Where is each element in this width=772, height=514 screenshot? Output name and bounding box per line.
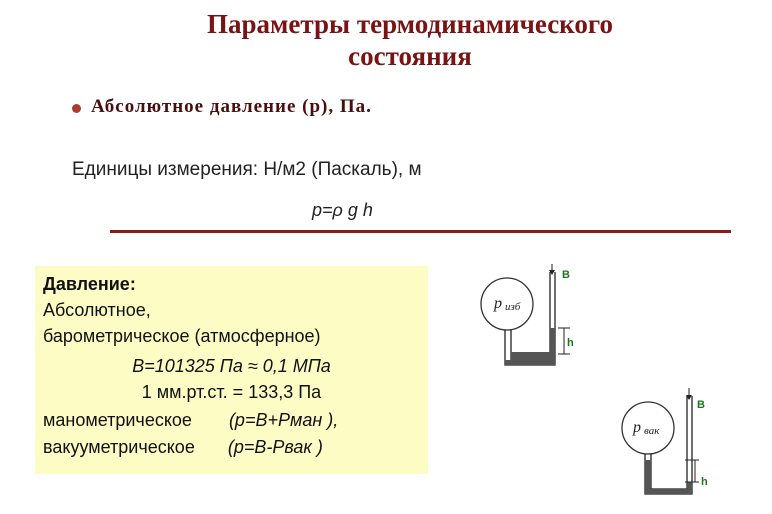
gauge-label: p	[494, 295, 502, 312]
liquid-left	[511, 352, 550, 360]
liquid-left	[645, 460, 651, 494]
gauge-label-sub: изб	[505, 301, 521, 313]
box-line-vacuum	[43, 437, 323, 458]
box-heading: Давление:	[43, 274, 136, 294]
page-title	[80, 8, 740, 72]
h-label: h	[567, 337, 574, 349]
box-line-manometric	[43, 410, 338, 431]
pressure-formula: p=ρ g h	[312, 200, 373, 220]
h-label: h	[701, 476, 708, 488]
liquid-bottom	[645, 489, 692, 494]
title-line-2: состояния	[348, 41, 472, 71]
box-line-b-value: B=101325 Па ≈ 0,1 МПа	[132, 356, 331, 376]
vacuum-label: вакууметрическое	[43, 437, 195, 457]
liquid-bottom	[505, 360, 555, 365]
box-line-barometric: барометрическое (атмосферное)	[43, 326, 321, 346]
manometric-label: манометрическое	[43, 410, 192, 430]
box-line-mmhg: 1 мм.рт.ст. = 133,3 Па	[141, 382, 322, 402]
gauge-pressure-diagram	[476, 262, 586, 374]
liquid-right	[550, 328, 555, 365]
box-line-absolute: Абсолютное,	[43, 300, 151, 320]
vacuum-formula: (p=B-Pвак )	[227, 437, 323, 457]
bullet-text: Абсолютное давление (p), Па.	[91, 96, 372, 117]
gauge-label: p	[633, 419, 641, 436]
manometric-formula: (p=B+Pман ),	[228, 410, 339, 430]
divider-line	[110, 230, 731, 233]
vacuum-pressure-diagram	[613, 388, 725, 500]
bullet-item	[72, 96, 372, 118]
title-line-1: Параметры термодинамического	[207, 9, 613, 39]
b-label: B	[562, 269, 570, 281]
units-text: Единицы измерения: Н/м2 (Паскаль), м	[72, 159, 422, 180]
b-label: B	[697, 399, 705, 411]
liquid-right	[687, 482, 692, 494]
gauge-label-sub: вак	[644, 425, 660, 437]
bullet-icon	[72, 104, 81, 113]
